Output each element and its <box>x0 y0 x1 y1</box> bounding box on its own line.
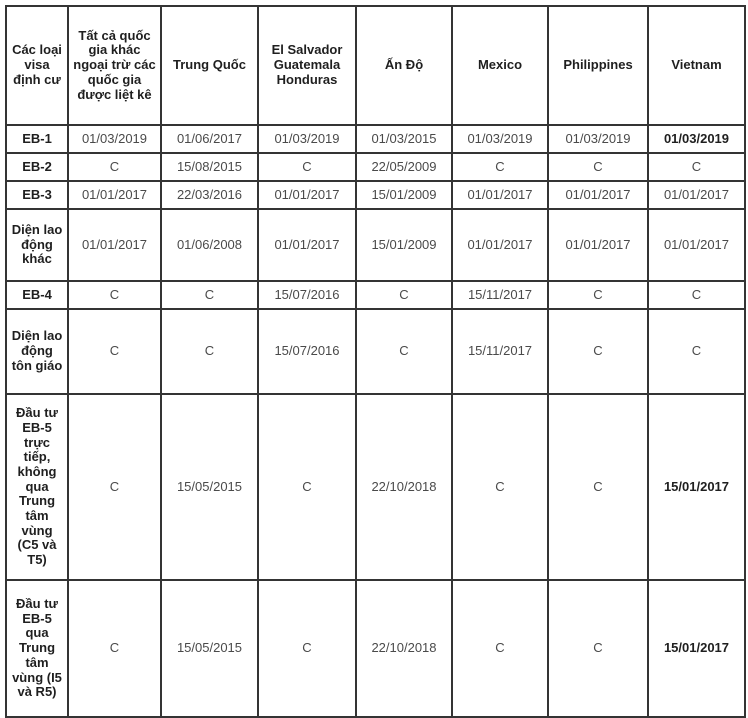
column-header: Tất cả quốc gia khác ngoại trừ các quốc gia được liệt kê <box>68 6 161 125</box>
table-cell: 01/06/2017 <box>161 125 258 153</box>
table-cell: 01/01/2017 <box>452 181 548 209</box>
table-cell: 01/01/2017 <box>68 209 161 281</box>
table-row <box>6 181 745 209</box>
table-cell: 01/01/2017 <box>648 209 745 281</box>
row-label: Diện lao động khác <box>6 209 68 281</box>
table-cell: 01/06/2008 <box>161 209 258 281</box>
table-cell: 22/10/2018 <box>356 580 452 717</box>
table-cell: C <box>356 309 452 394</box>
table-cell: 01/01/2017 <box>68 181 161 209</box>
column-header: Ấn Độ <box>356 6 452 125</box>
table-cell: C <box>258 394 356 580</box>
table-row <box>6 281 745 309</box>
table-cell: 01/03/2019 <box>68 125 161 153</box>
table-cell: C <box>68 394 161 580</box>
table-cell: 01/01/2017 <box>548 181 648 209</box>
table-cell: 01/01/2017 <box>258 209 356 281</box>
column-header: Philippines <box>548 6 648 125</box>
table-cell: C <box>548 309 648 394</box>
table-cell: C <box>548 281 648 309</box>
table-cell: 22/03/2016 <box>161 181 258 209</box>
table-cell: C <box>258 580 356 717</box>
table-cell: C <box>452 394 548 580</box>
table-cell: 22/10/2018 <box>356 394 452 580</box>
table-cell: 22/05/2009 <box>356 153 452 181</box>
table-cell: 01/03/2019 <box>258 125 356 153</box>
table-row <box>6 153 745 181</box>
table-cell: 01/01/2017 <box>452 209 548 281</box>
table-cell: 15/11/2017 <box>452 309 548 394</box>
column-header: El Salvador Guatemala Honduras <box>258 6 356 125</box>
table-cell: 15/07/2016 <box>258 281 356 309</box>
row-label: EB-1 <box>6 125 68 153</box>
table-cell: C <box>68 309 161 394</box>
table-cell: C <box>452 153 548 181</box>
row-label: EB-2 <box>6 153 68 181</box>
table-row <box>6 580 745 717</box>
table-cell: 01/03/2019 <box>452 125 548 153</box>
table-cell: 01/03/2019 <box>548 125 648 153</box>
table-cell: 15/01/2009 <box>356 209 452 281</box>
table-cell: C <box>452 580 548 717</box>
row-label: Diện lao động tôn giáo <box>6 309 68 394</box>
table-cell: C <box>548 394 648 580</box>
table-cell: 01/01/2017 <box>648 181 745 209</box>
table-row <box>6 309 745 394</box>
table-cell: 15/01/2017 <box>648 580 745 717</box>
table-cell: 15/01/2017 <box>648 394 745 580</box>
column-header: Các loại visa định cư <box>6 6 68 125</box>
table-cell: C <box>68 153 161 181</box>
table-cell: C <box>161 281 258 309</box>
table-cell: 01/03/2015 <box>356 125 452 153</box>
column-header: Mexico <box>452 6 548 125</box>
table-cell: 01/03/2019 <box>648 125 745 153</box>
table-cell: C <box>648 281 745 309</box>
table-cell: C <box>258 153 356 181</box>
table-cell: 15/05/2015 <box>161 580 258 717</box>
table-cell: C <box>161 309 258 394</box>
table-cell: 15/05/2015 <box>161 394 258 580</box>
row-label: EB-3 <box>6 181 68 209</box>
table-cell: C <box>548 580 648 717</box>
table-cell: C <box>68 281 161 309</box>
table-cell: 01/01/2017 <box>258 181 356 209</box>
table-cell: C <box>68 580 161 717</box>
column-header: Trung Quốc <box>161 6 258 125</box>
header-row <box>6 6 745 125</box>
table-row <box>6 209 745 281</box>
table-row <box>6 125 745 153</box>
table-cell: 15/08/2015 <box>161 153 258 181</box>
table-cell: C <box>648 153 745 181</box>
row-label: Đầu tư EB-5 qua Trung tâm vùng (I5 và R5) <box>6 580 68 717</box>
table-cell: C <box>548 153 648 181</box>
table-cell: C <box>648 309 745 394</box>
row-label: EB-4 <box>6 281 68 309</box>
table-row <box>6 394 745 580</box>
visa-bulletin-table <box>5 5 746 718</box>
row-label: Đầu tư EB-5 trực tiếp, không qua Trung tâm vùng (C5 và T5) <box>6 394 68 580</box>
table-cell: 15/07/2016 <box>258 309 356 394</box>
table-cell: 15/11/2017 <box>452 281 548 309</box>
table-cell: 01/01/2017 <box>548 209 648 281</box>
table-cell: C <box>356 281 452 309</box>
table-cell: 15/01/2009 <box>356 181 452 209</box>
column-header: Vietnam <box>648 6 745 125</box>
